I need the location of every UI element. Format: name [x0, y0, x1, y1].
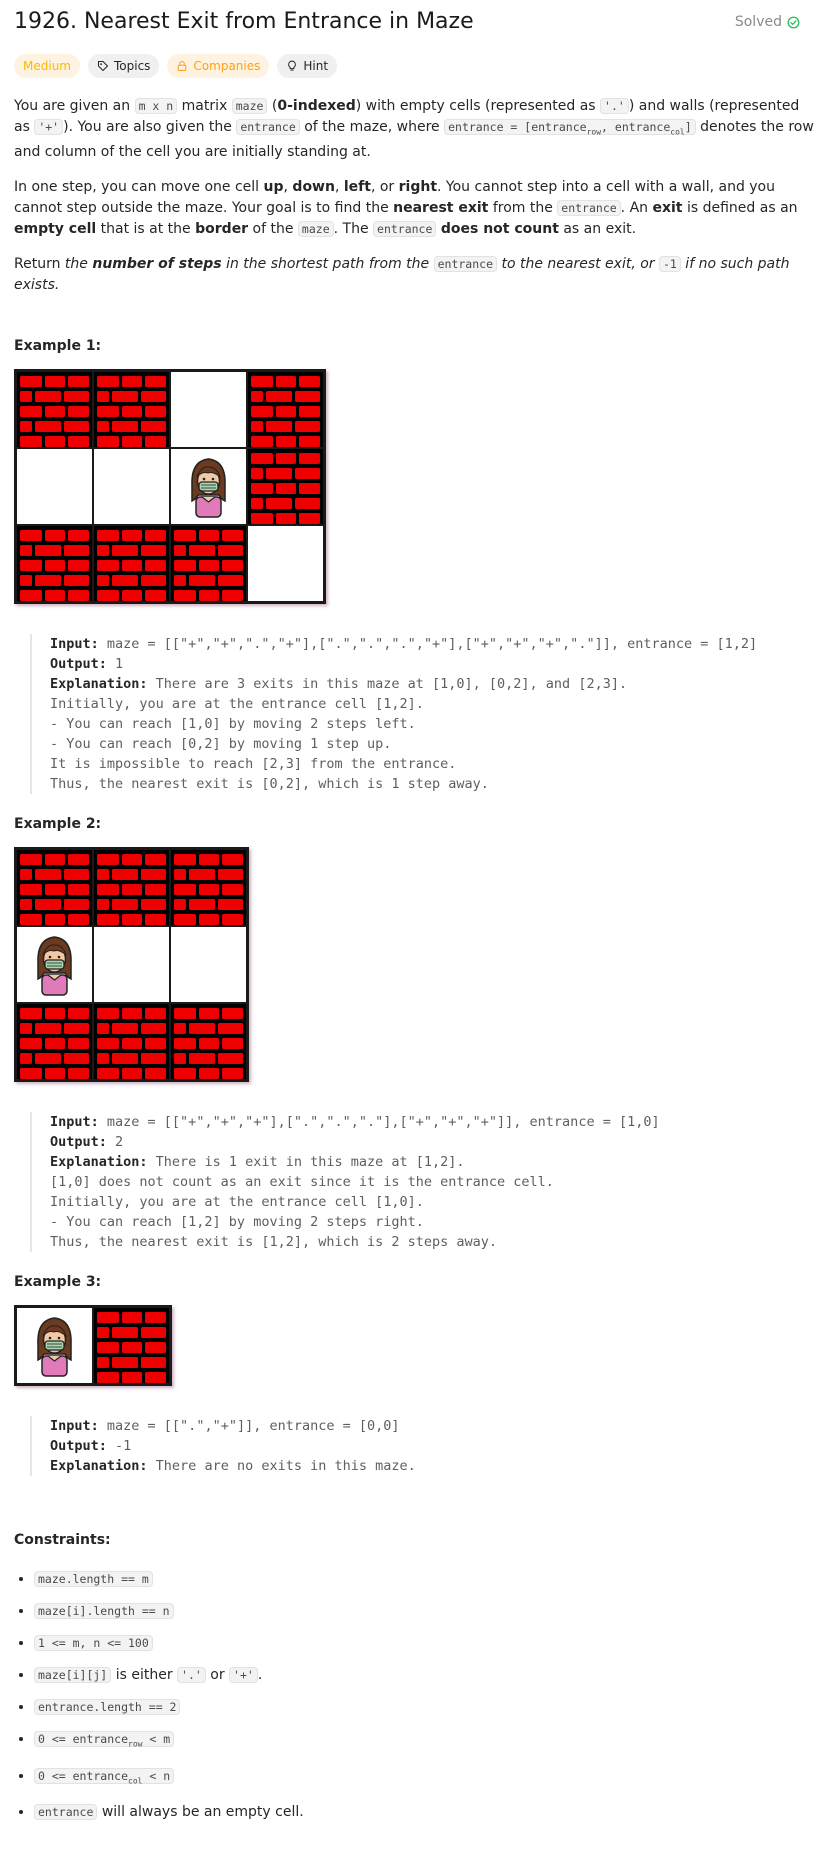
person-icon [17, 927, 92, 1002]
maze-wall-cell [170, 525, 247, 602]
maze-wall-cell [93, 1003, 170, 1080]
brick-wall-icon [17, 850, 92, 925]
maze-wall-cell [93, 1307, 170, 1384]
brick-wall-icon [94, 850, 169, 925]
example-2-block: Input: maze = [["+","+","+"],[".",".","."],["+","+","+"]], entrance = [1,0] Output: 2 Explanation: There is 1 exit in this maze at [1,2]. [1,0] does not count as an exit since it is the entrance cell. Initially, you are at the entrance cell [1,0]. - You can reach [1,2] by moving 2 steps right. Thus, the nearest exit is [1,2], which is 2 steps away. [30, 1112, 824, 1252]
brick-wall-icon [17, 372, 92, 447]
maze-wall-cell [16, 849, 93, 926]
brick-wall-icon [248, 372, 323, 447]
example-2-maze [14, 847, 249, 1082]
maze-wall-cell [247, 448, 324, 525]
topics-tag[interactable] [88, 54, 159, 78]
description-paragraph-1: You are given an m x n matrix maze (0-indexed) with empty cells (represented as '.' ) and walls (represented as '+' ). You are also given the entrance of the maze, where entrance = [entrance$_{row}$, entrance$_{col}$] denotes the row and column of the cell you are initially standing at. [14, 98, 814, 161]
constraint-item: • 0 <= entrance$_{row}$ < m [34, 1729, 824, 1754]
maze-wall-cell [170, 1003, 247, 1080]
brick-wall-icon [94, 526, 169, 601]
person-icon [171, 449, 246, 524]
example-3-title: Example 3: [14, 1274, 102, 1291]
description-paragraph-2: In one step, you can move one cell up, down, left, or right. You cannot step into a cell with a wall, and you cannot step outside the maze. Your goal is to find the nearest exit from the entrance . An exit is defined as an empty cell that is at the border of the maze . The entrance does not count as an exit. [14, 179, 798, 238]
brick-wall-icon [171, 1004, 246, 1079]
example-1-title: Example 1: [14, 338, 102, 355]
constraint-item: • entrance will always be an empty cell. [34, 1802, 824, 1823]
companies-tag[interactable] [167, 54, 269, 78]
maze-wall-cell [16, 1003, 93, 1080]
brick-wall-icon [171, 850, 246, 925]
maze-wall-cell [16, 371, 93, 448]
brick-wall-icon [17, 1004, 92, 1079]
title-row [14, 0, 824, 44]
constraint-item: • maze.length == m [34, 1569, 824, 1590]
constraint-item: • entrance.length == 2 [34, 1697, 824, 1718]
problem-description [14, 96, 814, 296]
maze-wall-cell [247, 371, 324, 448]
brick-wall-icon [248, 449, 323, 524]
constraints-list [14, 1569, 824, 1823]
maze-wall-cell [16, 525, 93, 602]
companies-label: Companies [193, 58, 261, 73]
example-1-maze [14, 369, 326, 604]
example-3-block: Input: maze = [[".","+"]], entrance = [0,0] Output: -1 Explanation: There are no exits in this maze. [30, 1416, 824, 1476]
maze-entrance-cell [16, 1307, 93, 1384]
person-icon [17, 1308, 92, 1383]
difficulty-label: Medium [23, 58, 71, 73]
constraint-item: • maze[i][j] is either '.' or '+' . [34, 1665, 824, 1686]
brick-wall-icon [94, 1004, 169, 1079]
maze-empty-cell [93, 448, 170, 525]
brick-wall-icon [94, 372, 169, 447]
constraint-item: • 0 <= entrance$_{col}$ < n [34, 1766, 824, 1791]
description-paragraph-3: Return the number of steps in the shortest path from the entrance to the nearest exit, or -1 if no such path exists. [14, 256, 790, 294]
maze-empty-cell [247, 525, 324, 602]
maze-wall-cell [93, 371, 170, 448]
maze-empty-cell [170, 371, 247, 448]
page-title: 1926. Nearest Exit from Entrance in Maze [14, 9, 474, 34]
maze-empty-cell [93, 926, 170, 1003]
hint-label: Hint [303, 58, 329, 73]
maze-empty-cell [16, 448, 93, 525]
maze-empty-cell [170, 926, 247, 1003]
constraints-title: Constraints: [14, 1532, 111, 1549]
lightbulb-icon [286, 60, 298, 72]
example-2-title: Example 2: [14, 816, 102, 833]
constraint-item: • maze[i].length == n [34, 1601, 824, 1622]
example-3-maze [14, 1305, 172, 1386]
solved-label: Solved [734, 14, 782, 30]
maze-wall-cell [93, 525, 170, 602]
lock-icon [176, 60, 188, 72]
topics-label: Topics [113, 58, 151, 73]
brick-wall-icon [94, 1308, 169, 1383]
check-circle-icon [787, 16, 800, 29]
hint-tag[interactable] [277, 54, 337, 78]
tag-bar [14, 54, 824, 78]
brick-wall-icon [171, 526, 246, 601]
maze-entrance-cell [170, 448, 247, 525]
maze-wall-cell [170, 849, 247, 926]
maze-wall-cell [93, 849, 170, 926]
example-1-block: Input: maze = [["+","+",".","+"],[".",".",".","+"],["+","+","+","."]], entrance = [1,2] Output: 1 Explanation: There are 3 exits in this maze at [1,0], [0,2], and [2,3]. Initially, you are at the entrance cell [1,2]. - You can reach [1,0] by moving 2 steps left. - You can reach [0,2] by moving 1 step up. It is impossible to reach [2,3] from the entrance. Thus, the nearest exit is [0,2], which is 1 step away. [30, 634, 824, 794]
constraint-item: • 1 <= m, n <= 100 [34, 1633, 824, 1654]
difficulty-tag[interactable] [14, 54, 80, 78]
tag-icon [97, 60, 109, 72]
brick-wall-icon [17, 526, 92, 601]
solved-badge [735, 12, 800, 33]
maze-entrance-cell [16, 926, 93, 1003]
